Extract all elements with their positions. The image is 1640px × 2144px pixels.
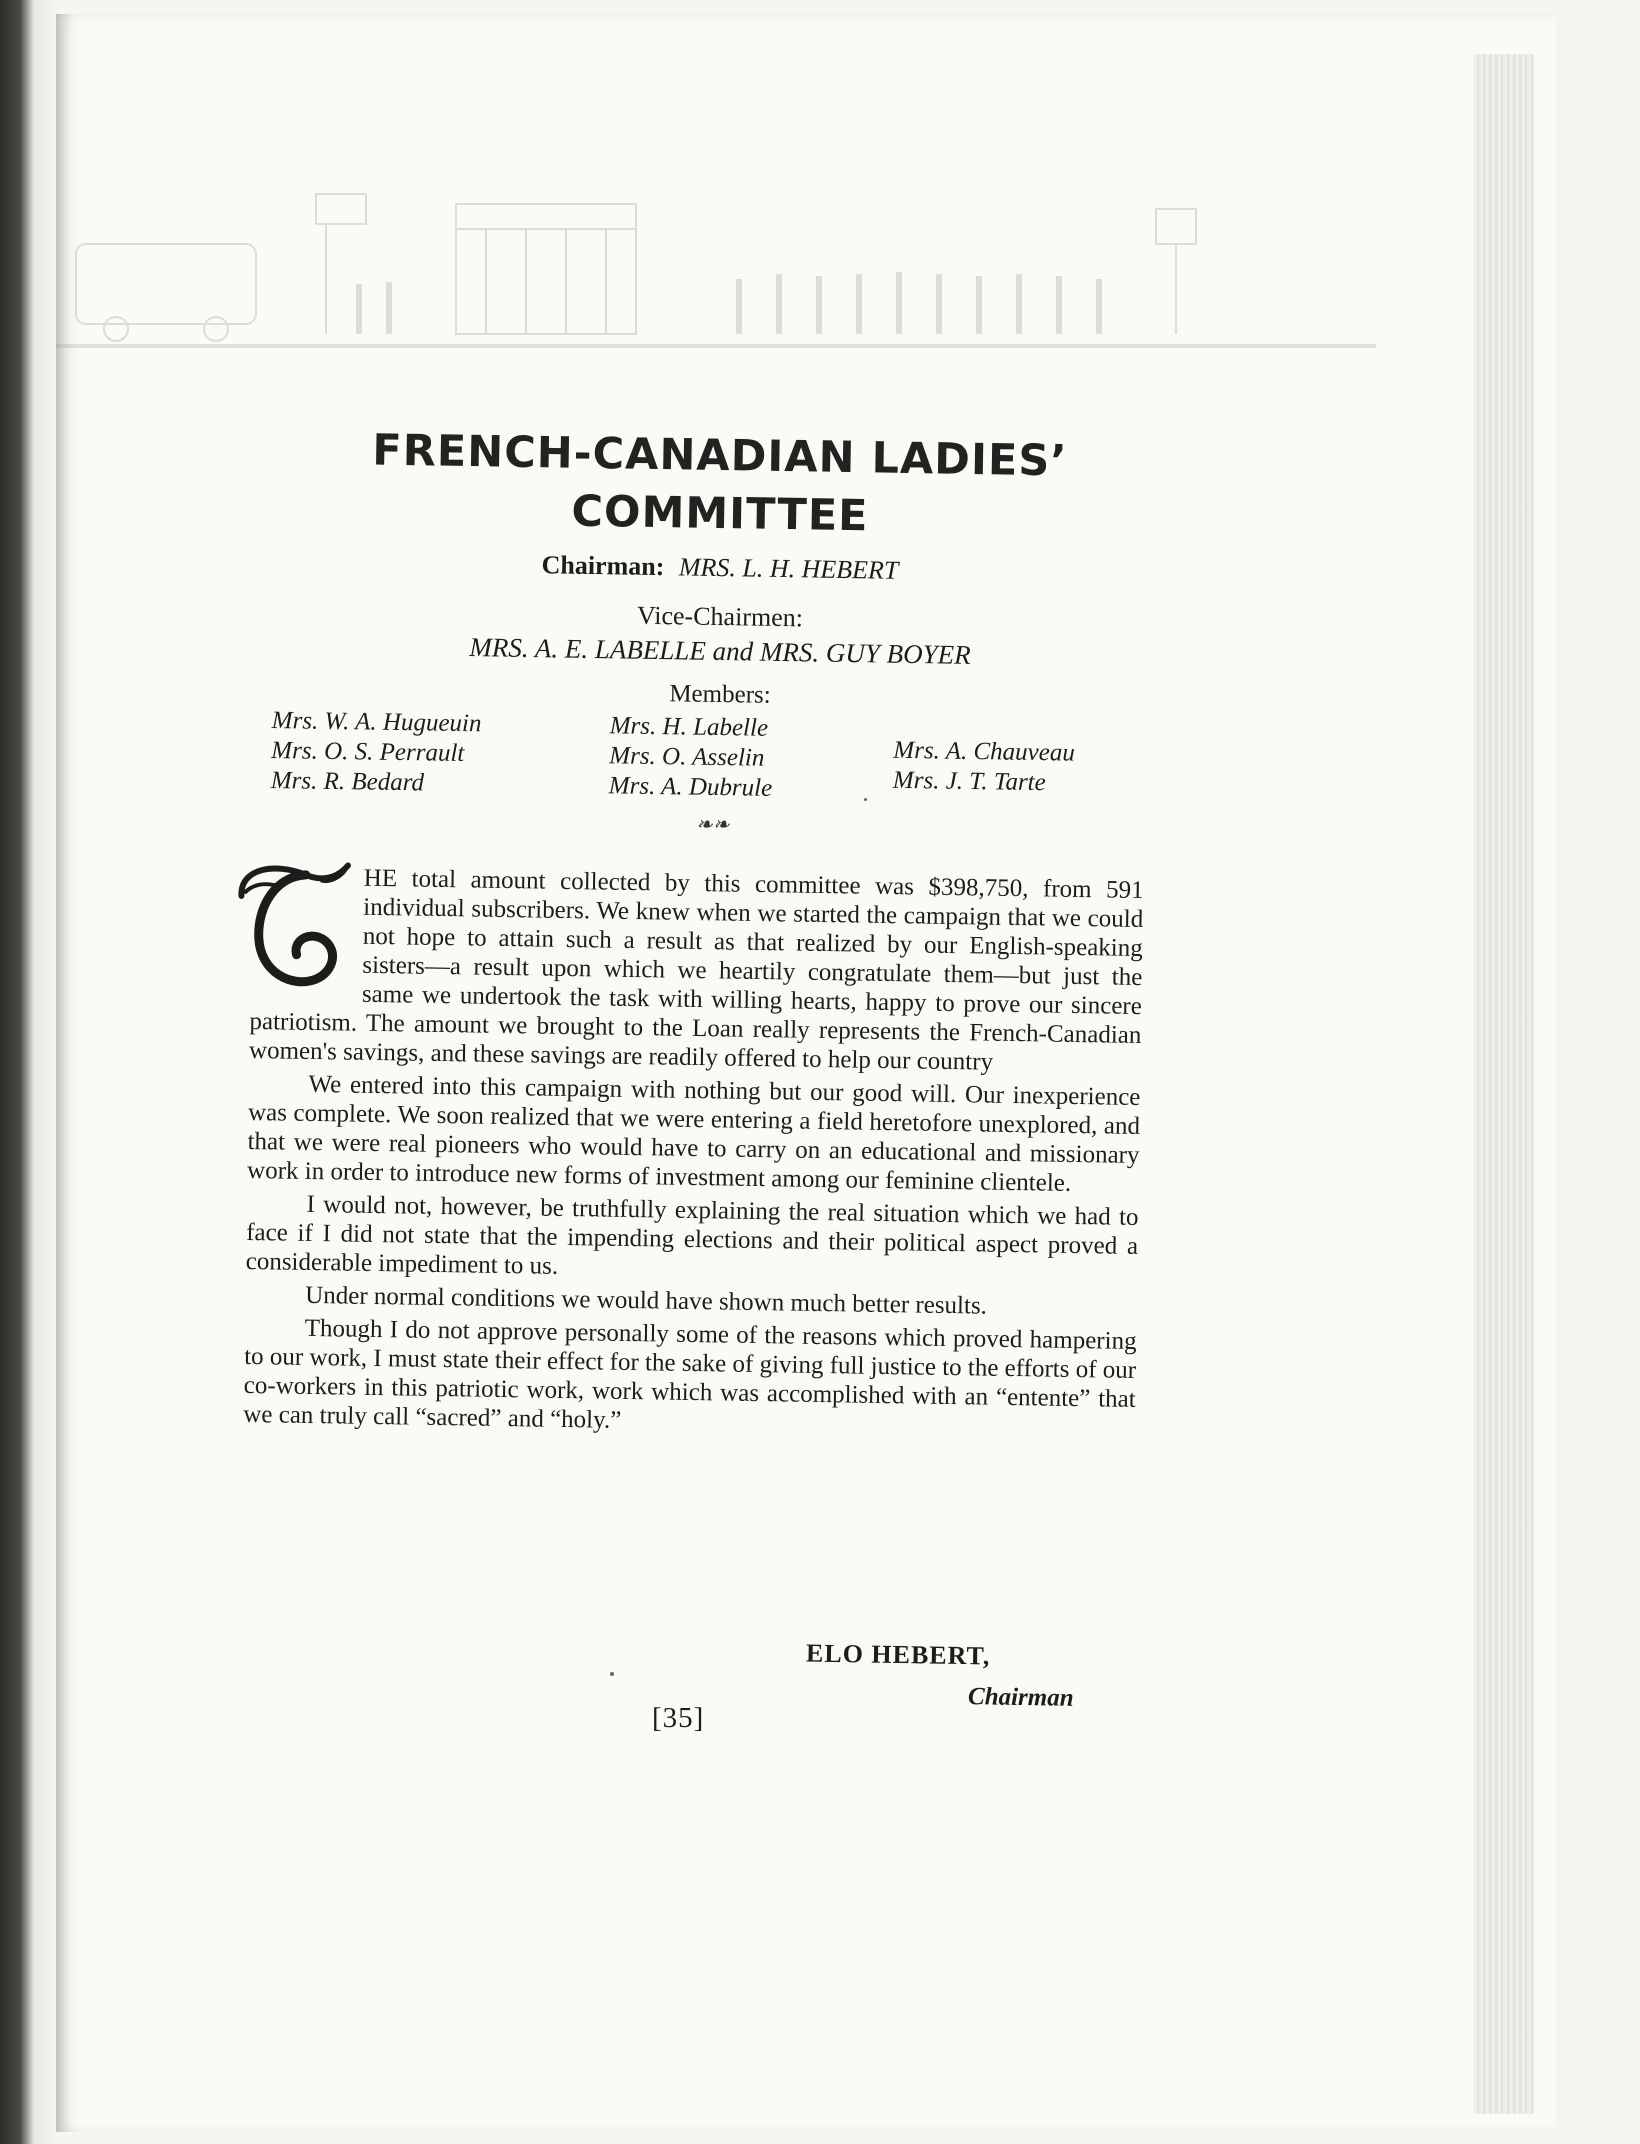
signature-title: Chairman [967,1683,1074,1712]
vice-chairmen-label: Vice-Chairmen: [636,600,804,633]
member-name: Mrs. A. Chauveau [893,736,1076,767]
print-speck [610,1672,614,1676]
drop-cap [234,856,354,994]
members-label: Members: [669,680,771,709]
page-number: [35] [652,1702,705,1734]
members-column-1 [271,706,482,799]
members-column-3 [893,736,1075,799]
chairman-line [300,546,1140,589]
chairman-name: MRS. L. H. HEBERT [678,552,899,585]
page-title-line-2: COMMITTEE [571,486,869,542]
member-name: Mrs. O. Asselin [609,742,765,772]
member-name: Mrs. A. Dubrule [608,772,773,802]
signature-name: ELO HEBERT, [805,1638,991,1671]
paragraph: Under normal conditions we would have shown much better results. [304,1281,988,1320]
paragraph: I would not, however, be truthfully explaining the real situation which we had to face if I did not state that the impending elections and their political aspect proved a considerable impediment to us. [245,1190,1139,1280]
member-name: Mrs. O. S. Perrault [271,736,465,768]
paragraph: Though I do not approve personally some of the reasons which proved hampering to our work, I must state their effect for the sake of giving full justice to the efforts of our co-workers in this patriotic work, work which was accomplished with an “entente” that we can truly call “sacred” and “holy.” [243,1314,1137,1434]
page-title: FRENCH-CANADIAN LADIES’ [371,425,1069,487]
paragraph: We entered into this campaign with nothing but our good will. Our inexperience was complete. We soon realized that we were entering a field heretofore unexplored, and that we were real pioneers who would have to carry on an educational and missionary work in order to introduce new forms of investment among our feminine clientele. [246,1070,1141,1197]
fleuron-ornament: ❧❧ [696,814,730,836]
paragraph [249,862,1144,1079]
letter-body [243,862,1144,1447]
member-name: Mrs. W. A. Hugueuin [271,706,482,738]
member-name: Mrs. R. Bedard [270,766,425,797]
members-column-2 [609,711,774,804]
member-name: Mrs. J. T. Tarte [892,766,1046,797]
vice-chairmen-names: MRS. A. E. LABELLE and MRS. GUY BOYER [469,632,971,670]
member-name: Mrs. H. Labelle [609,712,769,742]
paragraph-text: HE total amount collected by this committee was $398,750, from 591 individual subscribers. We knew when we started the campaign that we could not hope to attain such a result as that realized by our English-speaking sisters—a result upon which we heartily congratulate them—but just the same we undertook the task with willing hearts, happy to prove our sincere patriotism. The amount we brought to the Loan really represents the French-Canadian women's savings, and these savings are readily offered to help our country [248,864,1144,1076]
chairman-label: Chairman: [541,550,665,582]
print-speck [864,798,867,801]
